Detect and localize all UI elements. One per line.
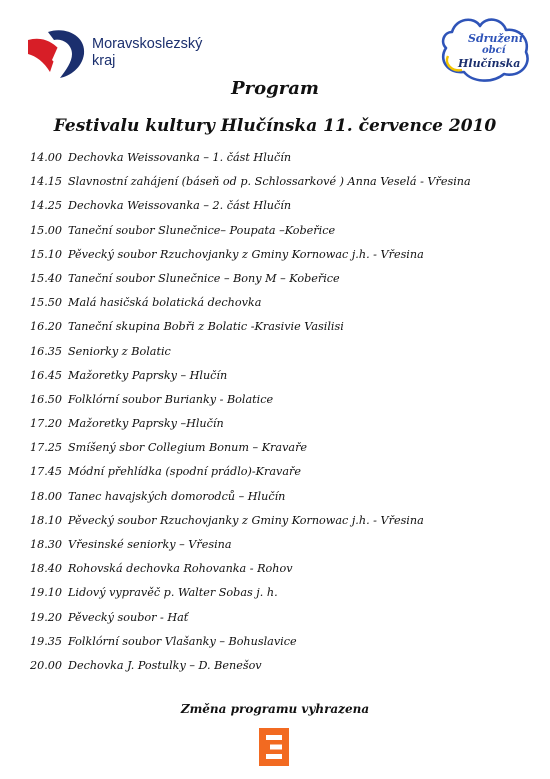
schedule-row bbox=[30, 611, 545, 635]
row-time: 15.50 bbox=[30, 296, 63, 310]
row-event: Folklórní soubor Burianky - Bolatice bbox=[68, 392, 274, 406]
row-event: Dechovka Weissovanka – 1. část Hlučín bbox=[68, 151, 292, 164]
row-event: Smíšený sbor Collegium Bonum – Kravaře bbox=[68, 441, 308, 455]
schedule-row bbox=[30, 248, 545, 272]
row-time: 17.45 bbox=[30, 465, 63, 479]
schedule-row bbox=[30, 175, 545, 199]
row-event: Folklórní soubor Vlašanky – Bohuslavice bbox=[68, 634, 297, 648]
row-event: Módní přehlídka (spodní prádlo)-Kravaře bbox=[68, 465, 301, 479]
row-time: 14.00 bbox=[30, 151, 63, 164]
row-event: Mažoretky Paprsky – Hlučín bbox=[68, 368, 228, 382]
schedule-row bbox=[30, 393, 545, 417]
row-time: 20.00 bbox=[30, 658, 63, 672]
program-change-note: Změna programu vyhrazena bbox=[180, 702, 370, 716]
row-event: Pěvecký soubor Rzuchovjanky z Gminy Kornowac j.h. - Vřesina bbox=[68, 513, 424, 527]
sdruzeni-obci-hlucinska-logo bbox=[434, 12, 536, 86]
row-event: Pěvecký soubor - Hať bbox=[68, 610, 189, 624]
schedule-row bbox=[30, 465, 545, 489]
schedule-row bbox=[30, 199, 545, 223]
row-time: 18.10 bbox=[30, 513, 63, 527]
schedule-row bbox=[30, 514, 545, 538]
schedule-row bbox=[30, 635, 545, 659]
row-time: 15.40 bbox=[30, 271, 63, 285]
row-time: 16.50 bbox=[30, 392, 63, 406]
schedule-row bbox=[30, 369, 545, 393]
schedule-row bbox=[30, 151, 545, 175]
schedule-row bbox=[30, 296, 545, 320]
row-event: Taneční soubor Slunečnice – Bony M – Kobeřice bbox=[68, 271, 340, 285]
row-time: 18.00 bbox=[30, 489, 63, 503]
row-event: Slavnostní zahájení (báseň od p. Schlossarkové ) Anna Veselá - Vřesina bbox=[68, 175, 471, 189]
schedule-row bbox=[30, 562, 545, 586]
schedule-row bbox=[30, 417, 545, 441]
row-event: Rohovská dechovka Rohovanka - Rohov bbox=[68, 562, 293, 576]
schedule-row bbox=[30, 538, 545, 562]
row-time: 18.40 bbox=[30, 562, 63, 576]
kraj-name-line2: kraj bbox=[92, 53, 116, 69]
row-event: Vřesinské seniorky – Vřesina bbox=[68, 538, 232, 551]
page-title: Program bbox=[231, 78, 319, 99]
row-event: Mažoretky Paprsky –Hlučín bbox=[68, 417, 224, 431]
page-subtitle: Festivalu kultury Hlučínska 11. července 2010 bbox=[53, 116, 497, 136]
row-event: Dechovka J. Postulky – D. Benešov bbox=[68, 658, 262, 672]
row-time: 19.10 bbox=[30, 586, 63, 600]
row-event: Lidový vypravěč p. Walter Sobas j. h. bbox=[68, 586, 278, 600]
row-event: Pěvecký soubor Rzuchovjanky z Gminy Kornowac j.h. - Vřesina bbox=[68, 247, 424, 261]
schedule-row bbox=[30, 272, 545, 296]
row-time: 16.20 bbox=[30, 320, 63, 334]
row-time: 19.20 bbox=[30, 610, 63, 624]
program-schedule bbox=[30, 151, 545, 683]
row-event: Dechovka Weissovanka – 2. část Hlučín bbox=[68, 199, 292, 213]
sponsor-logo-icon bbox=[259, 728, 289, 766]
row-time: 16.45 bbox=[30, 368, 63, 382]
schedule-row bbox=[30, 659, 545, 683]
row-event: Taneční skupina Bobři z Bolatic -Krasivie Vasilisi bbox=[68, 320, 344, 334]
row-event: Tanec havajských domorodců – Hlučín bbox=[68, 489, 286, 503]
region-text-line2: obcí bbox=[482, 45, 506, 56]
row-event: Malá hasičská bolatická dechovka bbox=[68, 296, 262, 310]
row-time: 14.25 bbox=[30, 199, 63, 213]
schedule-row bbox=[30, 490, 545, 514]
schedule-row bbox=[30, 224, 545, 248]
row-time: 15.00 bbox=[30, 223, 63, 237]
row-time: 19.35 bbox=[30, 634, 63, 648]
row-time: 14.15 bbox=[30, 175, 63, 189]
moravskoslezsky-kraj-logo bbox=[26, 26, 226, 82]
row-time: 18.30 bbox=[30, 538, 63, 551]
kraj-name-line1: Moravskoslezský bbox=[92, 36, 203, 52]
schedule-row bbox=[30, 441, 545, 465]
row-time: 16.35 bbox=[30, 344, 63, 358]
schedule-row bbox=[30, 345, 545, 369]
row-time: 17.25 bbox=[30, 441, 63, 455]
row-time: 17.20 bbox=[30, 417, 63, 431]
region-text-line3: Hlučínska bbox=[458, 57, 521, 70]
row-event: Taneční soubor Slunečnice– Poupata –Kobeřice bbox=[68, 223, 336, 237]
row-event: Seniorky z Bolatic bbox=[68, 344, 171, 358]
schedule-row bbox=[30, 586, 545, 610]
region-text-line1: Sdružení bbox=[468, 32, 523, 45]
row-time: 15.10 bbox=[30, 247, 63, 261]
schedule-row bbox=[30, 320, 545, 344]
kraj-emblem-icon bbox=[26, 26, 88, 80]
